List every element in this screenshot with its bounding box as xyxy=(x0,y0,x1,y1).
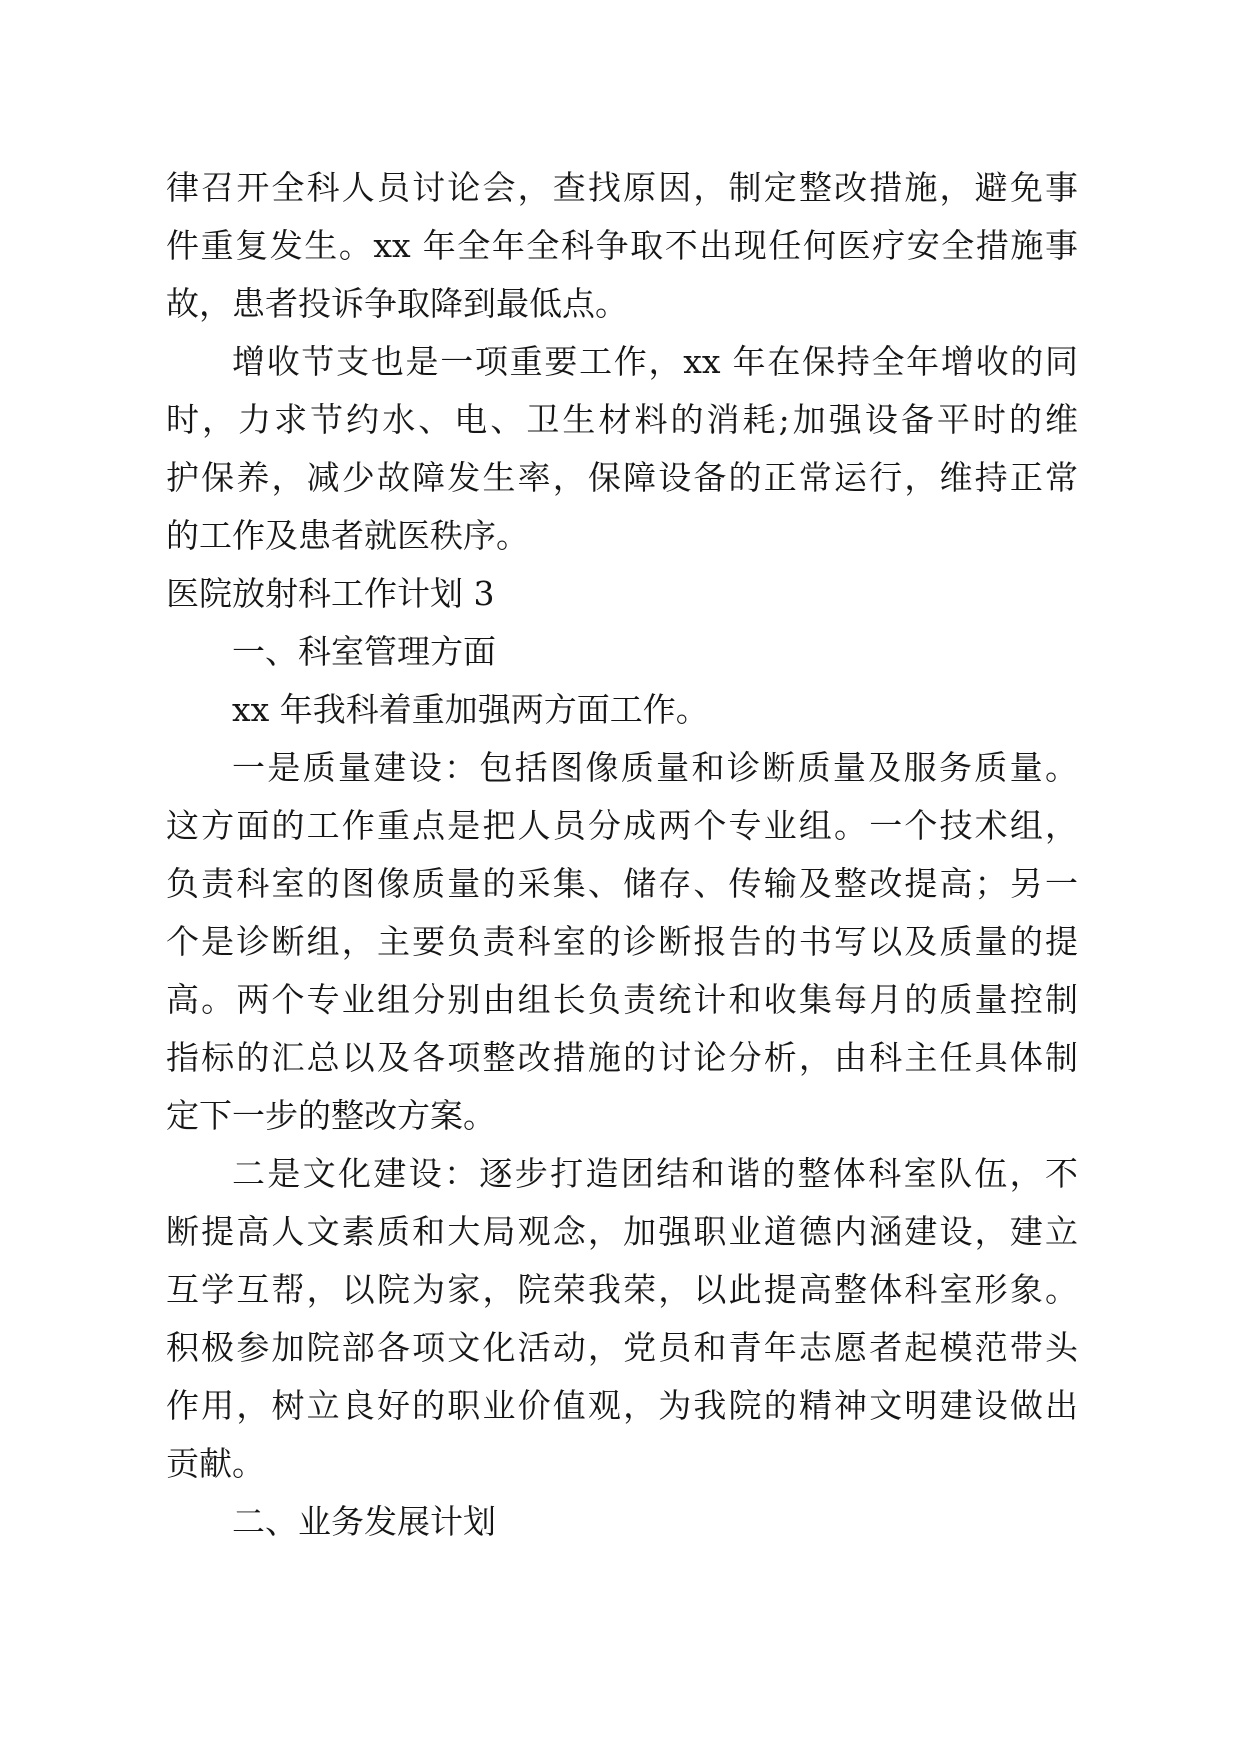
text-line: 二是文化建设：逐步打造团结和谐的整体科室队伍，不 xyxy=(232,1154,1078,1193)
paragraph xyxy=(166,1145,1078,1493)
text-line: 指标的汇总以及各项整改措施的讨论分析，由科主任具体制 xyxy=(166,1038,1078,1077)
text-line: 律召开全科人员讨论会，查找原因，制定整改措施，避免事 xyxy=(166,168,1078,207)
paragraph xyxy=(166,739,1078,1145)
text-line: 个是诊断组，主要负责科室的诊断报告的书写以及质量的提 xyxy=(166,922,1078,961)
text-line: 时，力求节约水、电、卫生材料的消耗;加强设备平时的维 xyxy=(166,400,1078,439)
paragraph xyxy=(166,681,1078,739)
text-line: 这方面的工作重点是把人员分成两个专业组。一个技术组， xyxy=(166,806,1078,845)
paragraph xyxy=(166,623,1078,681)
paragraph xyxy=(166,159,1078,333)
heading-text-line: 医院放射科工作计划 3 xyxy=(166,574,495,613)
text-line: 二、业务发展计划 xyxy=(232,1502,496,1541)
document-content xyxy=(166,159,1078,1551)
text-line: 积极参加院部各项文化活动，党员和青年志愿者起模范带头 xyxy=(166,1328,1078,1367)
text-line: 作用，树立良好的职业价值观，为我院的精神文明建设做出 xyxy=(166,1386,1078,1425)
text-line: 的工作及患者就医秩序。 xyxy=(166,516,529,555)
text-line: 贡献。 xyxy=(166,1444,265,1483)
document-heading xyxy=(166,565,1078,623)
text-line: 一是质量建设：包括图像质量和诊断质量及服务质量。 xyxy=(232,748,1078,787)
text-line: 护保养，减少故障发生率，保障设备的正常运行，维持正常 xyxy=(166,458,1078,497)
text-line: 互学互帮，以院为家，院荣我荣，以此提高整体科室形象。 xyxy=(166,1270,1078,1309)
text-line: 定下一步的整改方案。 xyxy=(166,1096,496,1135)
text-line: 负责科室的图像质量的采集、储存、传输及整改提高；另一 xyxy=(166,864,1078,903)
text-line: 增收节支也是一项重要工作，xx 年在保持全年增收的同 xyxy=(232,342,1078,381)
text-line: 断提高人文素质和大局观念，加强职业道德内涵建设，建立 xyxy=(166,1212,1078,1251)
paragraph xyxy=(166,1493,1078,1551)
text-line: 高。两个专业组分别由组长负责统计和收集每月的质量控制 xyxy=(166,980,1078,1019)
text-line: 故，患者投诉争取降到最低点。 xyxy=(166,284,628,323)
paragraph xyxy=(166,333,1078,565)
text-line: 件重复发生。xx 年全年全科争取不出现任何医疗安全措施事 xyxy=(166,226,1078,265)
text-line: xx 年我科着重加强两方面工作。 xyxy=(232,690,709,729)
text-line: 一、科室管理方面 xyxy=(232,632,496,671)
